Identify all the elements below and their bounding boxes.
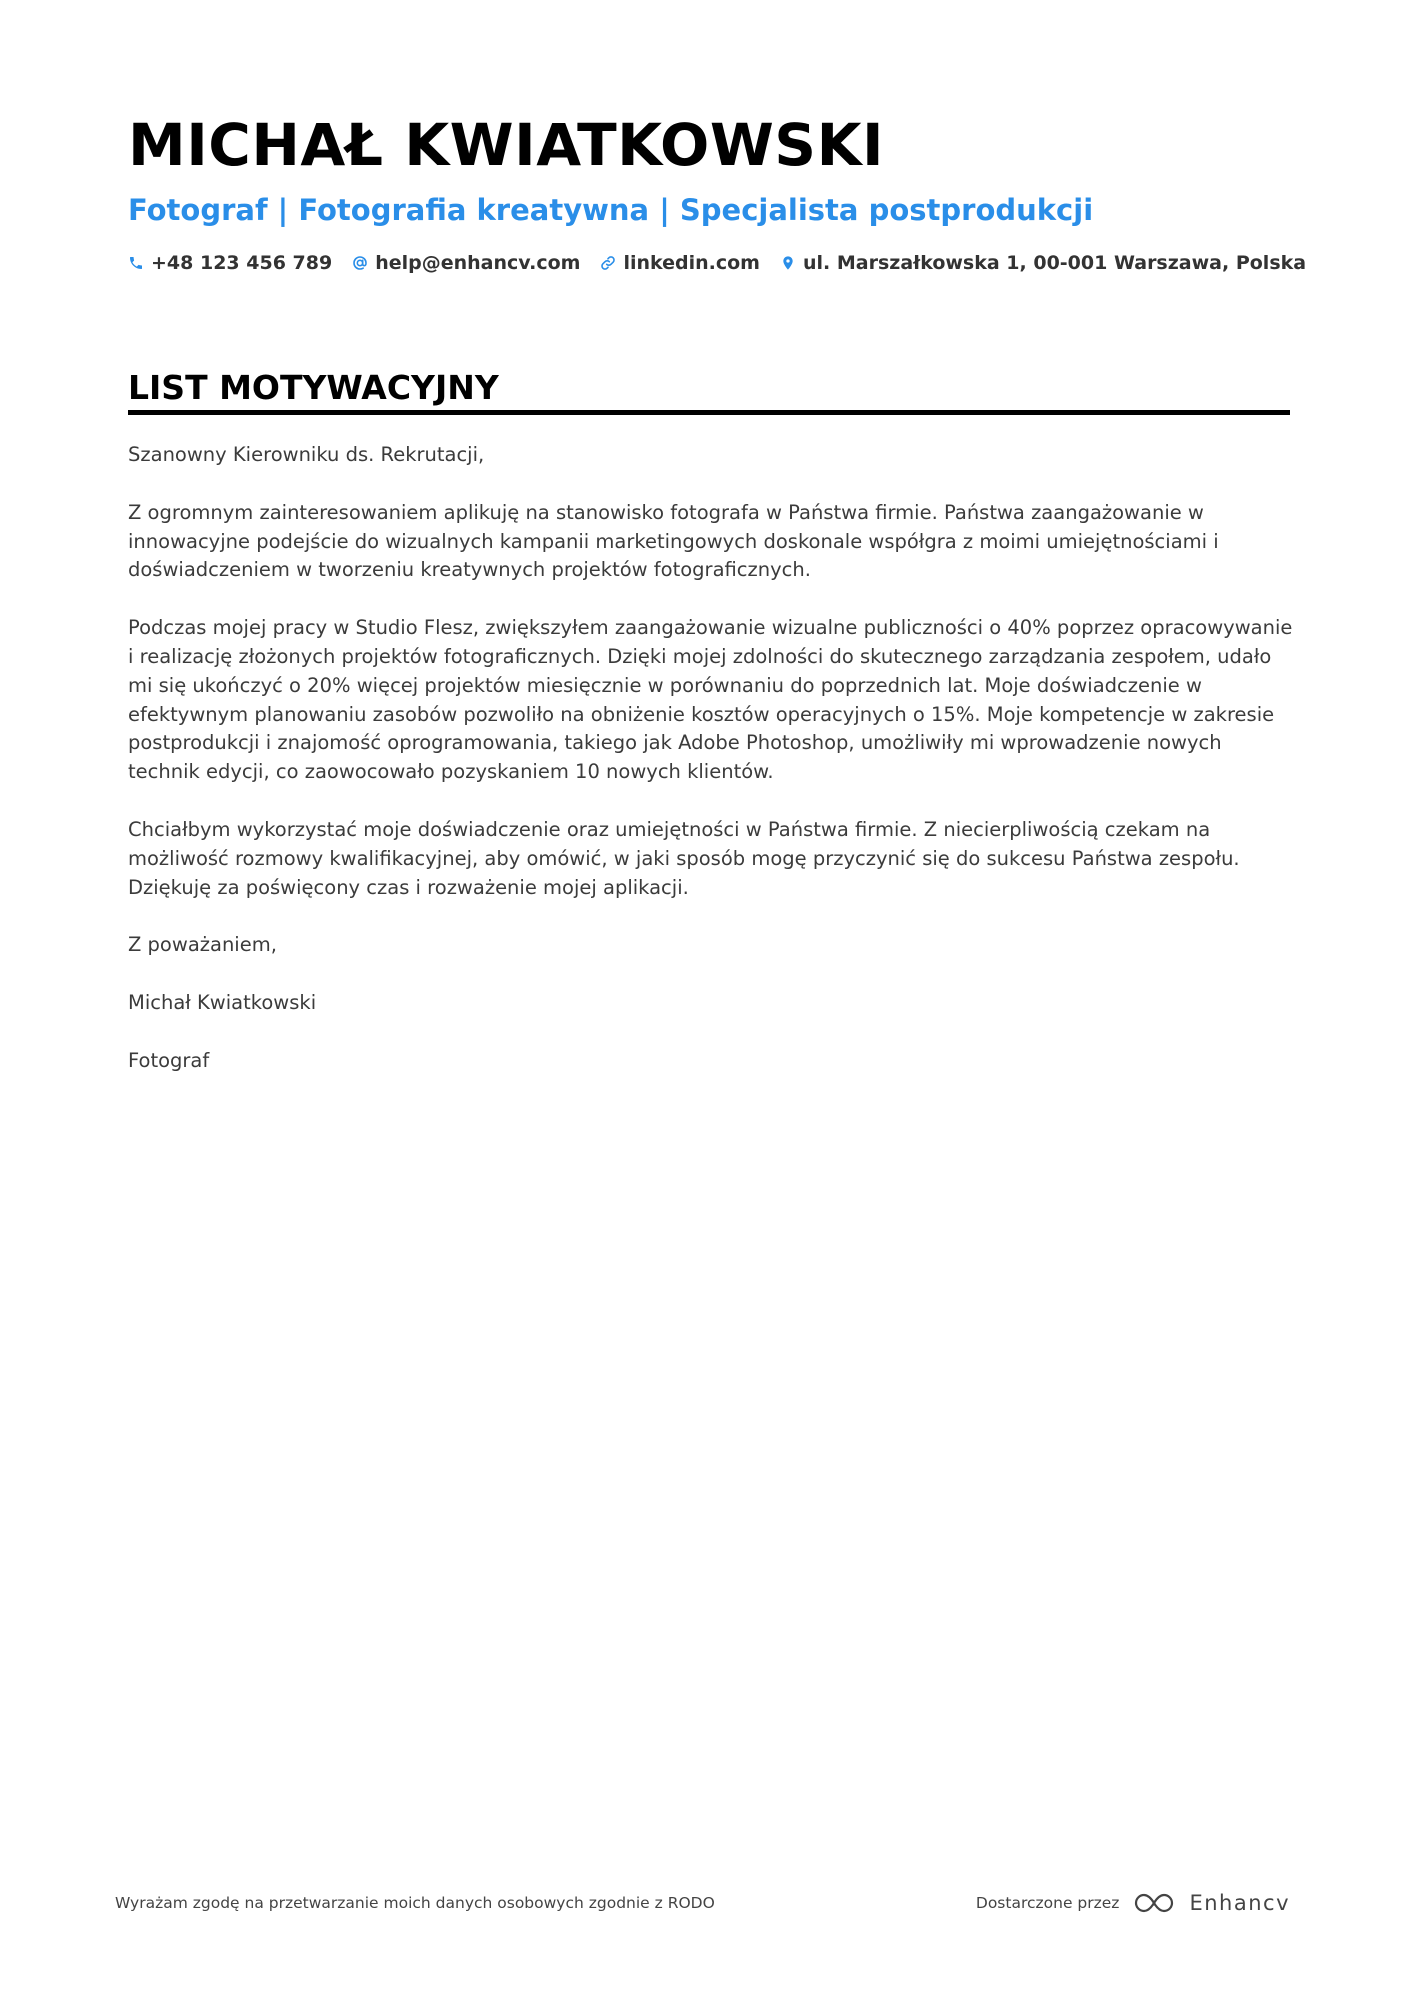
contact-address xyxy=(780,252,1306,274)
enhancv-logo-icon xyxy=(1131,1890,1177,1916)
contact-bar xyxy=(128,252,1326,274)
letter-paragraph: Chciałbym wykorzystać moje doświadczenie oraz umiejętności w Państwa firmie. Z niecierpliwością czekam na możliwość rozmowy kwalifikacyjnej, aby omówić, w jaki sposób mogę przyczynić się do sukcesu Państwa zespołu. Dziękuję za poświęcony czas i rozważenie mojej aplikacji. xyxy=(128,817,1240,899)
candidate-name: MICHAŁ KWIATKOWSKI xyxy=(128,111,885,179)
phone-value: +48 123 456 789 xyxy=(151,252,333,274)
at-icon xyxy=(352,255,368,271)
letter-body xyxy=(128,441,1293,1105)
section-divider xyxy=(128,410,1290,415)
link-icon xyxy=(600,255,616,271)
contact-phone[interactable] xyxy=(128,252,332,274)
letter-salutation: Szanowny Kierowniku ds. Rekrutacji, xyxy=(128,443,485,466)
phone-icon xyxy=(128,255,144,271)
contact-linkedin[interactable] xyxy=(600,252,760,274)
letter-paragraph: Z ogromnym zainteresowaniem aplikuję na stanowisko fotografa w Państwa firmie. Państwa zaangażowanie w innowacyjne podejście do wizualnych kampanii marketingowych doskonale współgra z moimi umiejętnościami i doświadczeniem w tworzeniu kreatywnych projektów fotograficznych. xyxy=(128,500,1219,582)
gdpr-consent-note: Wyrażam zgodę na przetwarzanie moich danych osobowych zgodnie z RODO xyxy=(115,1894,715,1912)
provided-by-badge[interactable] xyxy=(976,1890,1290,1916)
linkedin-value: linkedin.com xyxy=(623,252,760,274)
brand-name: Enhancv xyxy=(1189,1891,1290,1915)
candidate-headline: Fotograf | Fotografia kreatywna | Specjalista postprodukcji xyxy=(128,193,1094,227)
letter-signature-title: Fotograf xyxy=(128,1048,210,1072)
map-pin-icon xyxy=(780,255,796,271)
letter-signature-name: Michał Kwiatkowski xyxy=(128,991,317,1015)
contact-email[interactable] xyxy=(352,252,580,274)
provided-by-label: Dostarczone przez xyxy=(975,1894,1120,1912)
address-value: ul. Marszałkowska 1, 00-001 Warszawa, Polska xyxy=(802,252,1307,274)
letter-paragraph: Podczas mojej pracy w Studio Flesz, zwiększyłem zaangażowanie wizualne publiczności o 40% poprzez opracowywanie i realizację złożonych projektów fotograficznych. Dzięki mojej zdolności do skutecznego zarządzania zespołem, udało mi się ukończyć o 20% więcej projektów miesięcznie w porównaniu do poprzednich lat. Moje doświadczenie w efektywnym planowaniu zasobów pozwoliło na obniżenie kosztów operacyjnych o 15%. Moje kompetencje w zakresie postprodukcji i znajomość oprogramowania, takiego jak Adobe Photoshop, umożliwiły mi wprowadzenie nowych technik edycji, co zaowocowało pozyskaniem 10 nowych klientów. xyxy=(128,616,1293,784)
section-title: LIST MOTYWACYJNY xyxy=(128,368,499,407)
email-value: help@enhancv.com xyxy=(375,252,581,274)
letter-closing: Z poważaniem, xyxy=(128,933,277,957)
